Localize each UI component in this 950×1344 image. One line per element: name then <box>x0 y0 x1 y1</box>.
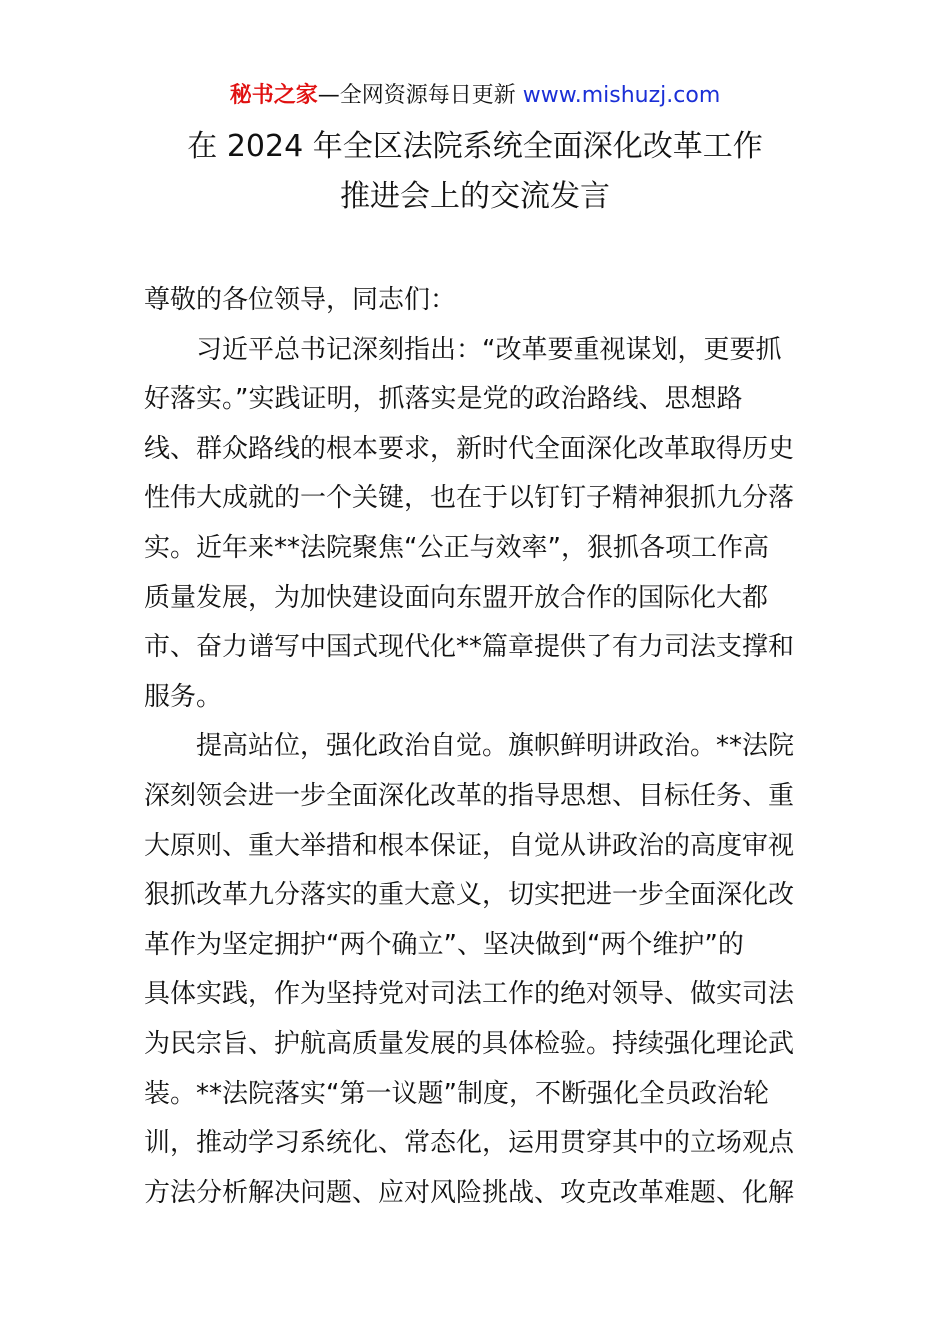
body-line: 线、群众路线的根本要求，新时代全面深化改革取得历史 <box>144 433 795 464</box>
site-header <box>0 80 950 112</box>
body-line: 深刻领会进一步全面深化改革的指导思想、目标任务、重 <box>144 780 795 811</box>
body-line: 革作为坚定拥护“两个确立”、坚决做到“两个维护”的 <box>144 929 744 960</box>
body-line: 好落实。”实践证明，抓落实是党的政治路线、思想路 <box>144 384 743 415</box>
header-tagline: —全网资源每日更新 <box>317 83 523 108</box>
body-line: 方法分析解决问题、应对风险挑战、攻克改革难题、化解 <box>144 1177 795 1208</box>
body-line: 服务。 <box>144 681 223 712</box>
document-body <box>144 276 809 1218</box>
body-line: 狠抓改革九分落实的重大意义，切实把进一步全面深化改 <box>144 880 795 911</box>
body-line: 市、奋力谱写中国式现代化**篇章提供了有力司法支撑和 <box>144 632 795 663</box>
body-line: 质量发展，为加快建设面向东盟开放合作的国际化大都 <box>144 582 769 613</box>
salutation: 尊敬的各位领导，同志们： <box>144 285 457 315</box>
body-line: 提高站位，强化政治自觉。旗帜鲜明讲政治。**法院 <box>196 731 795 762</box>
brand-name: 秘书之家 <box>229 83 318 108</box>
body-line: 训，推动学习系统化、常态化，运用贯穿其中的立场观点 <box>144 1128 795 1159</box>
document-title-line-1: 在 2024 年全区法院系统全面深化改革工作 <box>187 129 763 164</box>
body-line: 装。**法院落实“第一议题”制度，不断强化全员政治轮 <box>144 1078 769 1109</box>
body-line: 性伟大成就的一个关键，也在于以钉钉子精神狠抓九分落 <box>144 483 795 514</box>
body-line: 习近平总书记深刻指出：“改革要重视谋划，更要抓 <box>196 334 782 365</box>
body-line: 实。近年来**法院聚焦“公正与效率”，狠抓各项工作高 <box>144 532 769 563</box>
body-line: 具体实践，作为坚持党对司法工作的绝对领导、做实司法 <box>144 979 795 1010</box>
document-title-line-2: 推进会上的交流发言 <box>340 179 610 214</box>
body-line: 大原则、重大举措和根本保证，自觉从讲政治的高度审视 <box>144 830 795 861</box>
site-url-link[interactable]: www.mishuzj.com <box>522 83 721 108</box>
body-line: 为民宗旨、护航高质量发展的具体检验。持续强化理论武 <box>144 1028 795 1059</box>
